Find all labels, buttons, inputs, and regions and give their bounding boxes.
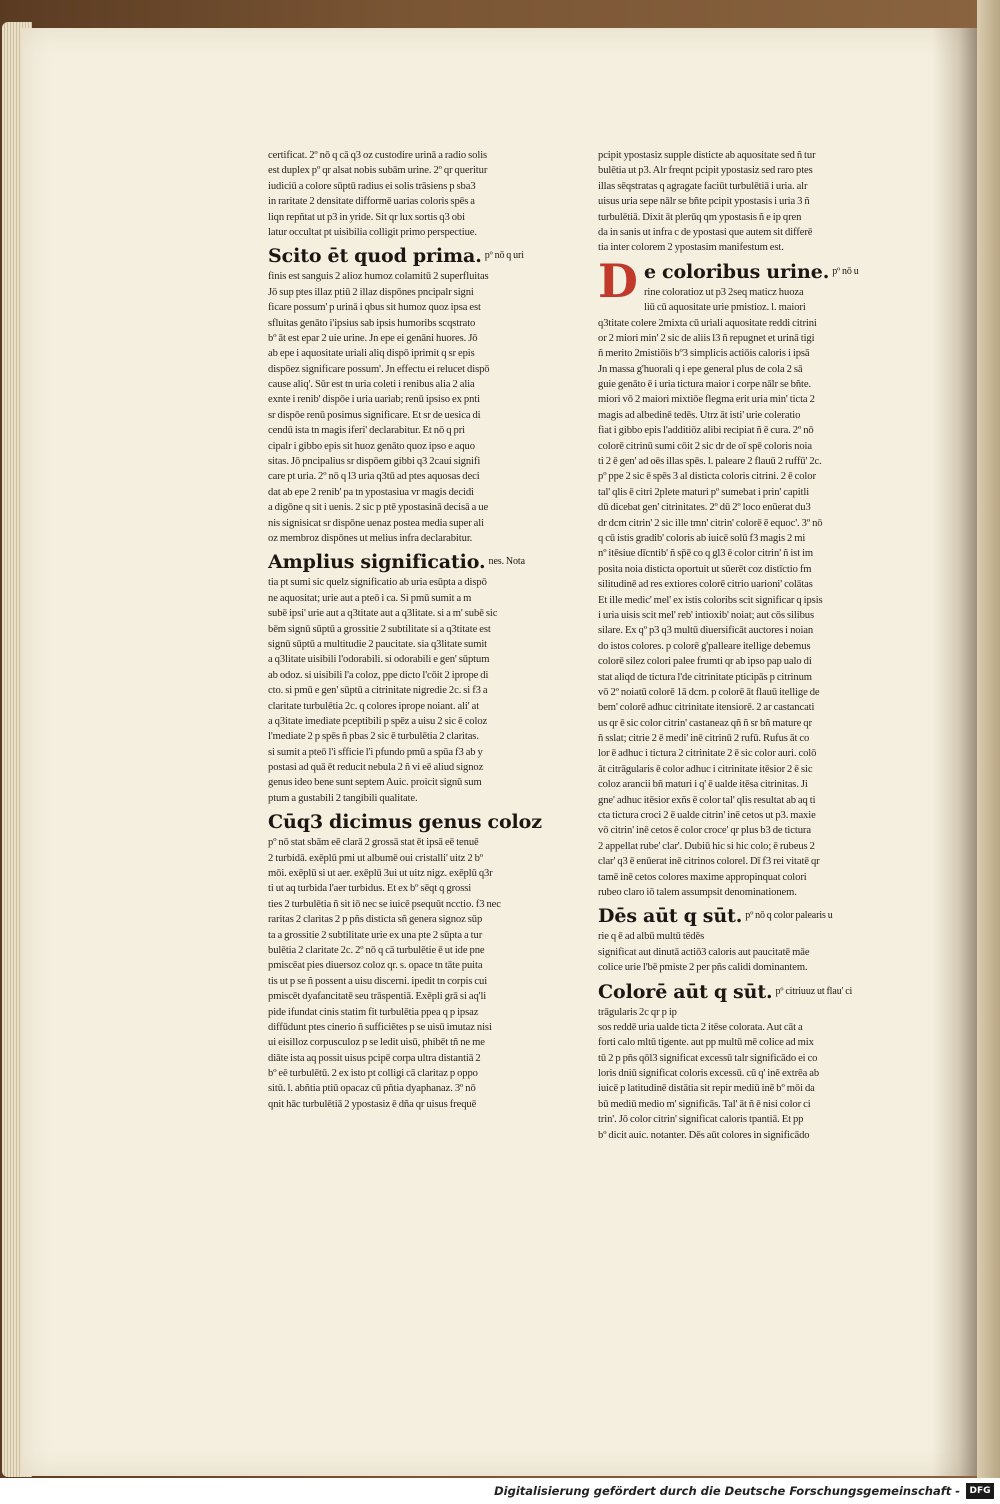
text-line: ne aquositat; urie aut a pteō i ca. Si pmū sumit a m <box>268 592 472 604</box>
text-line: loris dniū significat coloris excessū. cū q' inē extrēa ab <box>598 1068 820 1080</box>
text-line: oz membroz dispōnes ut melius infra declarabitur. <box>268 532 473 544</box>
right-block-2 <box>598 285 894 901</box>
text-line: si sumit a pteō l'i sfficie l'i pfundo pmū a spūa f3 ab y <box>268 746 483 758</box>
text-line: dū dicebat gen' citrinitates. 2º dū 2º loco enūerat du3 <box>598 502 811 514</box>
text-line: ñ merito 2mistiōis bº3 simplicis actiōis caloris i ipsā <box>598 348 810 360</box>
text-line: posita noia disticta oportuit ut sūerēt coz distīctio fm <box>598 563 812 575</box>
heading-amplius: Amplius significatio. $^{nes. Nota}$ <box>268 551 525 574</box>
text-line: claritate turbulētia 2c. q colores iprope noiant. ali' at <box>268 700 480 712</box>
text-line: sfluitas genāto i'ipsius sab ipsis humoribs scqstrato <box>268 317 476 329</box>
text-line: ties 2 turbulētia ñ sit iō nec se iuicē psequūt ncctio. f3 nec <box>268 898 501 910</box>
text-line: dispōez significare possum'. Jn effectu ei relucet dispō <box>268 363 490 375</box>
text-line: raritas 2 claritas 2 p pñs disticta sñ genera signoz sūp <box>268 914 483 926</box>
left-block-2 <box>268 269 566 546</box>
text-line: rine coloratioz ut p3 2seq maticz huoza <box>644 286 804 298</box>
text-line: tia inter colorem 2 ypostasim manifestum est. <box>598 242 784 254</box>
left-block-3 <box>268 575 566 806</box>
text-line: dr dcm citrin' 2 sic ille tmn' citrin' colorē ē equoc'. 3º nō <box>598 517 823 529</box>
text-line: ab epe i aquositate uriali aliq dispō iprimit q sr epis <box>268 348 475 360</box>
text-line: bº āt est epar 2 uie urine. Jn epe ei genāni huores. Jō <box>268 332 478 344</box>
text-line: iuicē p latitudinē distātia sit repir mediū inē bº mōi da <box>598 1083 815 1095</box>
text-line: a q3itate imediate pceptibili p spēz a uisu 2 sic ē coloz <box>268 715 488 727</box>
text-line: cendū ista tn magis iferi' declarabitur. Et nō q pri <box>268 425 465 437</box>
text-line: a q3litate uisibili l'odorabili. si odorabili e gen' sūptum <box>268 654 490 666</box>
heading-scito: Scito ēt quod prima. $^{pº nō q uri}$ <box>268 245 524 268</box>
text-line: tis ut p se ñ possent a uisu discerni. ipedit tn corpis cui <box>268 975 488 987</box>
facing-page-edge <box>977 0 1000 1478</box>
text-line: uisus uria sepe nālr se bñte pcipit ypostasis i uria 3 ñ <box>598 196 810 208</box>
text-line: sitū. l. abñtia ptiū opacaz cū pñtia dyaphanaz. 3º nō <box>268 1083 476 1095</box>
text-line: Jn massa g'huorali q i epe general plus de cola 2 sā <box>598 363 803 375</box>
text-line: signū sūptū a multitudie 2 paucitate. sia q3litate sumit <box>268 638 488 650</box>
text-line: bem' colorē adhuc citrinitate itensiorē. 2 ar castancati <box>598 702 815 714</box>
text-line: miori vō 2 maiori mixtiōe flegma erit uria min' ticta 2 <box>598 394 815 406</box>
text-line: rubeo claro iō talem assumpsit denominationem. <box>598 886 797 898</box>
text-line: certificat. 2º nō q cā q3 oz custodire urinā a radio solis <box>268 150 488 161</box>
text-line: ui eisilloz corpusculoz p se ledit uisū, phibēt tñ ne me <box>268 1037 485 1049</box>
text-line: qnit hāc turbulētiā 2 ypostasiz ē dña qr uisus frequē <box>268 1098 477 1110</box>
text-line: da in sanis ut infra c de ypostasi que autem sit differē <box>598 226 813 238</box>
text-line: trāgularis 2c qr p ip <box>598 1006 677 1018</box>
text-line: pmiscēat pies diuersoz coloz qr. s. opace tn tāte puita <box>268 960 483 972</box>
text-line: i uria uisis scit mel' reb' intioxib' noiat; aut cōs silibus <box>598 609 814 621</box>
text-line: illas sēqstratas q agragate faciūt turbulētiā i uria. alr <box>598 180 808 192</box>
left-block-1 <box>268 148 566 240</box>
text-line: colice urie l'bē pmiste 2 per pñs calidi dominantem. <box>598 962 808 974</box>
text-line: diffūdunt ptes cinerio ñ sufficiētes p se uisū imutaz nisi <box>268 1021 492 1033</box>
text-line: gne' adhuc itēsior exñs ē color tal' qlis resultat ab aq ti <box>598 794 816 806</box>
text-line: cta tictura croci 2 ē ualde citrin' inē cetos ut p3. maxie <box>598 810 816 822</box>
text-line: 2 turbidā. exēplū pmi ut albumē oui cristalli' uitz 2 bº <box>268 852 483 864</box>
text-line: est duplex pº qr alsat nobis subām urine. 2º qr queritur <box>268 165 488 177</box>
text-line: iudiciū a colore sūptū radius ei solis trāsiens p sba3 <box>268 180 476 192</box>
text-line: clar' q3 ē enūerat inē citrinos colorel. Dī f3 rei vitatē qr <box>598 856 820 868</box>
text-line: pmiscēt dyafancitatē seu trāspentiā. Exēpli grā si aq'li <box>268 991 487 1003</box>
text-line: tal' qlis ē citri 2plete maturi pº sumebat i prin' capitli <box>598 486 810 498</box>
text-line: tamē inē cetos colores maxime appropinquat colori <box>598 871 807 883</box>
right-block-1 <box>598 148 894 256</box>
text-line: 2 appellat rube' clar'. Dubiū hic si hic colo; ē rubeus 2 <box>598 840 815 852</box>
right-block-4 <box>598 1005 894 1144</box>
text-line: ficare possum' p urinā i qbus sit humoz quoz ipsa est <box>268 302 481 314</box>
text-line: ptum a gustabili 2 tangibili qualitate. <box>268 792 418 804</box>
text-line: vō 2º noiatū colorē 1ā dcm. p colorē āt flauū itellige de <box>598 686 820 698</box>
footer-credit: Digitalisierung gefördert durch die Deutsche Forschungsgemeinschaft - <box>494 1484 960 1498</box>
text-line: nº itēsiue dīcntib' ñ sp̄ē co q gl3 ē color citrin' ñ ist im <box>598 548 814 560</box>
heading-cumque: Cūq3 dicimus genus coloz <box>268 811 542 834</box>
text-line: do istos colores. p colorē g'palleare itellige debemus <box>598 640 811 652</box>
text-line: guie genāto ē i uria tictura maior i corpe nālr se bñte. <box>598 379 812 391</box>
text-line: tia pt sumi sic quelz significatio ab uria esūpta a dispō <box>268 577 487 589</box>
text-line: trin'. Jō color citrin' significat caloris tpantiā. Et pp <box>598 1114 804 1126</box>
text-line: bº eē turbulētū. 2 ex isto pt colligi cā claritaz p oppo <box>268 1068 478 1080</box>
text-line: subē ipsi' urie aut a q3titate aut a q3litate. si a m' subē sic <box>268 608 498 620</box>
section-de-coloribus <box>598 253 894 901</box>
text-line: sitas. Jō pncipalius sr dispōem gibbi q3 2caui signifi <box>268 456 481 468</box>
text-line: ab odoz. si uisibili l'a coloz, ppe dicto l'cōit 2 iprope di <box>268 669 489 681</box>
text-line: cause aliq'. Sūr est tn uria coleti i renibus alia 2 alia <box>268 379 475 391</box>
text-line: silitudinē ad res extiores colorē citrio uarioni' colātas <box>598 579 813 591</box>
text-line: bū mediū medio m' significās. Tal' āt ñ ē nisi color ci <box>598 1098 811 1110</box>
text-line: sr dispōe renū posimus significare. Et sr de uesica di <box>268 409 481 421</box>
dfg-logo: DFG <box>966 1483 994 1499</box>
text-line: fiat i gibbo epis l'additiōz alibi recipiat ñ ē cura. 2º nō <box>598 425 814 437</box>
text-line: bº dicit auic. notanter. Dēs aūt colores in significādo <box>598 1129 810 1141</box>
text-line: lor ē adhuc i tictura 2 citrinitate 2 ē sic color auri. colō <box>598 748 817 760</box>
text-line: bēm signū sūptū a grossitie 2 subtilitate si a q3titate est <box>268 623 491 635</box>
text-line: diāte ista aq possit uisus pcipē corpa ultra distantiā 2 <box>268 1052 481 1064</box>
text-line: significat aut dinutā actiō3 caloris aut paucitatē māe <box>598 946 810 958</box>
text-line: pº ppe 2 sic ē spēs 3 al disticta coloris citrini. 2 ē color <box>598 471 816 483</box>
text-line: liqn repñtat ut p3 in yride. Sit qr lux sortis q3 obi <box>268 211 465 223</box>
text-line: nis signisicat sr dispōne uenaz postea media super ali <box>268 517 484 529</box>
text-line: pcipit ypostasiz supple disticte ab aquositate sed ñ tur <box>598 150 816 161</box>
text-line: liū cū aquositate urie pmistioz. l. maiori <box>644 302 806 314</box>
text-line: care pt uria. 2º nō q l3 uria q3tū ad ptes aquosas deci <box>268 471 480 483</box>
text-line: silare. Ex qº p3 q3 multū diuersificāt auctores i noian <box>598 625 814 637</box>
text-line: q cū istis gradib' coloris ab iuicē solū f3 magis 2 mi <box>598 532 806 544</box>
text-line: Jō sup ptes illaz ptiū 2 illaz dispōnes pncipalr signi <box>268 286 474 298</box>
text-line: or 2 miori min' 2 sic de aliis l3 ñ repugnet et urinā tigi <box>598 332 815 344</box>
text-line: cto. si pmū e gen' sūptū a citrinitate nigredie 2c. si f3 a <box>268 685 488 697</box>
text-line: a digōne q sit i uenis. 2 sic p ptē ypostasinā decisā a ue <box>268 502 489 514</box>
text-line: magis ad albedinē tedēs. Utrz āt isti' urie coleratio <box>598 409 801 421</box>
text-line: ta a grossitie 2 subtilitate urie ex una pte 2 sūpta a tur <box>268 929 483 941</box>
digitization-footer <box>0 1478 1000 1504</box>
text-line: vō citrin' inē cetos ē color croce' qr plus b3 de tictura <box>598 825 811 837</box>
text-line: coloz arancii bñ maturi i q' ē ualde itēsa citrinitas. Ji <box>598 779 808 791</box>
text-line: pº nō stat sbām eē clarā 2 grossā stat ēt ipsā eē tenuē <box>268 837 479 849</box>
text-line: bulētia ut p3. Alr freqnt pcipit ypostasiz sed raro ptes <box>598 165 813 177</box>
text-line: pide ifundat cinis statim fit turbulētia ppea q p ipsaz <box>268 1006 479 1018</box>
text-line: latur occultat pt uisibilia colligit primo perspectiue. <box>268 226 477 238</box>
text-line: turbulētiā. Dixit āt plerūq qm ypostasis ñ e ip qren <box>598 211 802 223</box>
text-line: āt citrāgularis ē color adhuc i citrinitate itēsior 2 ē sic <box>598 763 813 775</box>
text-line: genus ideo bene sunt septem Auic. proicit signū sum <box>268 777 482 789</box>
text-line: q3titate colere 2mixta cū uriali aquositate reddi citrini <box>598 317 817 329</box>
text-line: rie q ē ad albū multū tēdēs <box>598 931 705 943</box>
text-line: tū 2 p pñs qōl3 significat excessū talr significādo ei co <box>598 1052 818 1064</box>
text-line: in raritate 2 densitate difformē uarias coloris spēs a <box>268 196 475 208</box>
heading-colores: Colorē aūt q sūt. $^{pº citriuuz ut flau' ci}$ <box>598 980 853 1003</box>
heading-des-aut: Dēs aūt q sūt. $^{pº nō q color palearis u}$ <box>598 905 833 928</box>
right-text-column <box>598 148 894 1143</box>
text-line: l'mediate 2 p spēs ñ pbas 2 sic ē turbulētia 2 claritas. <box>268 731 479 743</box>
text-line: cipalr i gibbo epis sit huoz genāto quoz ipso e aquo <box>268 440 475 452</box>
text-line: bulētia 2 claritate 2c. 2º nō q cā turbulētie ē ut ide pne <box>268 944 485 956</box>
page-gutter <box>932 28 977 1476</box>
left-block-4 <box>268 835 566 1112</box>
text-line: exnte i renib' dispōe i uria uariab; renū ipsiso ex pnti <box>268 394 480 406</box>
text-line: mōi. exēplū si ut aer. exēplū 3ui ut uitz nigz. exēplū q3r <box>268 868 493 880</box>
red-initial-letter: D <box>598 253 638 308</box>
text-line: ti 2 ē gen' ad oēs illas spēs. l. paleare 2 flauū 2 ruffū' 2c. <box>598 456 822 468</box>
text-line: ñ sslat; citrie 2 ē medi' inē citrinū 2 rufū. Rufus āt co <box>598 733 810 745</box>
text-line: Et ille medic' mel' ex istis coloribs scit significar q ipsis <box>598 594 823 606</box>
text-line: dat ab epe 2 renib' pa tn ypostasiua vr magis decidi <box>268 486 474 498</box>
text-line: forti calo mltū tigente. aut pp multū mē colice ad mix <box>598 1037 814 1049</box>
right-block-3 <box>598 929 894 975</box>
left-text-column <box>268 148 566 1112</box>
text-line: finis est sanguis 2 alioz humoz colamitū 2 superfluitas <box>268 271 489 283</box>
text-line: us qr ē sic color citrin' castaneaz qñ ñ sr bñ mature qr <box>598 717 812 729</box>
text-line: stat aliqd de tictura l'de citrinitate pticipās p citrinum <box>598 671 812 683</box>
text-line: colorē citrinū sumi cōit 2 sic dr de oī spē coloris noia <box>598 440 812 452</box>
heading-de-coloribus: e coloribus urine. $^{pº nō u}$ <box>644 260 859 283</box>
text-line: postasi ad quā ēt reducit nebula 2 ñ vi eē aliud signoz <box>268 762 484 774</box>
text-line: sos reddē uria ualde ticta 2 itēse colorata. Aut cāt a <box>598 1021 803 1033</box>
text-line: colorē silez colori palee frumti qr ab ipso pap ualo di <box>598 656 812 668</box>
text-line: ti ut aq turbida l'aer turbidus. Et ex bº sēqt q grossi <box>268 883 472 895</box>
